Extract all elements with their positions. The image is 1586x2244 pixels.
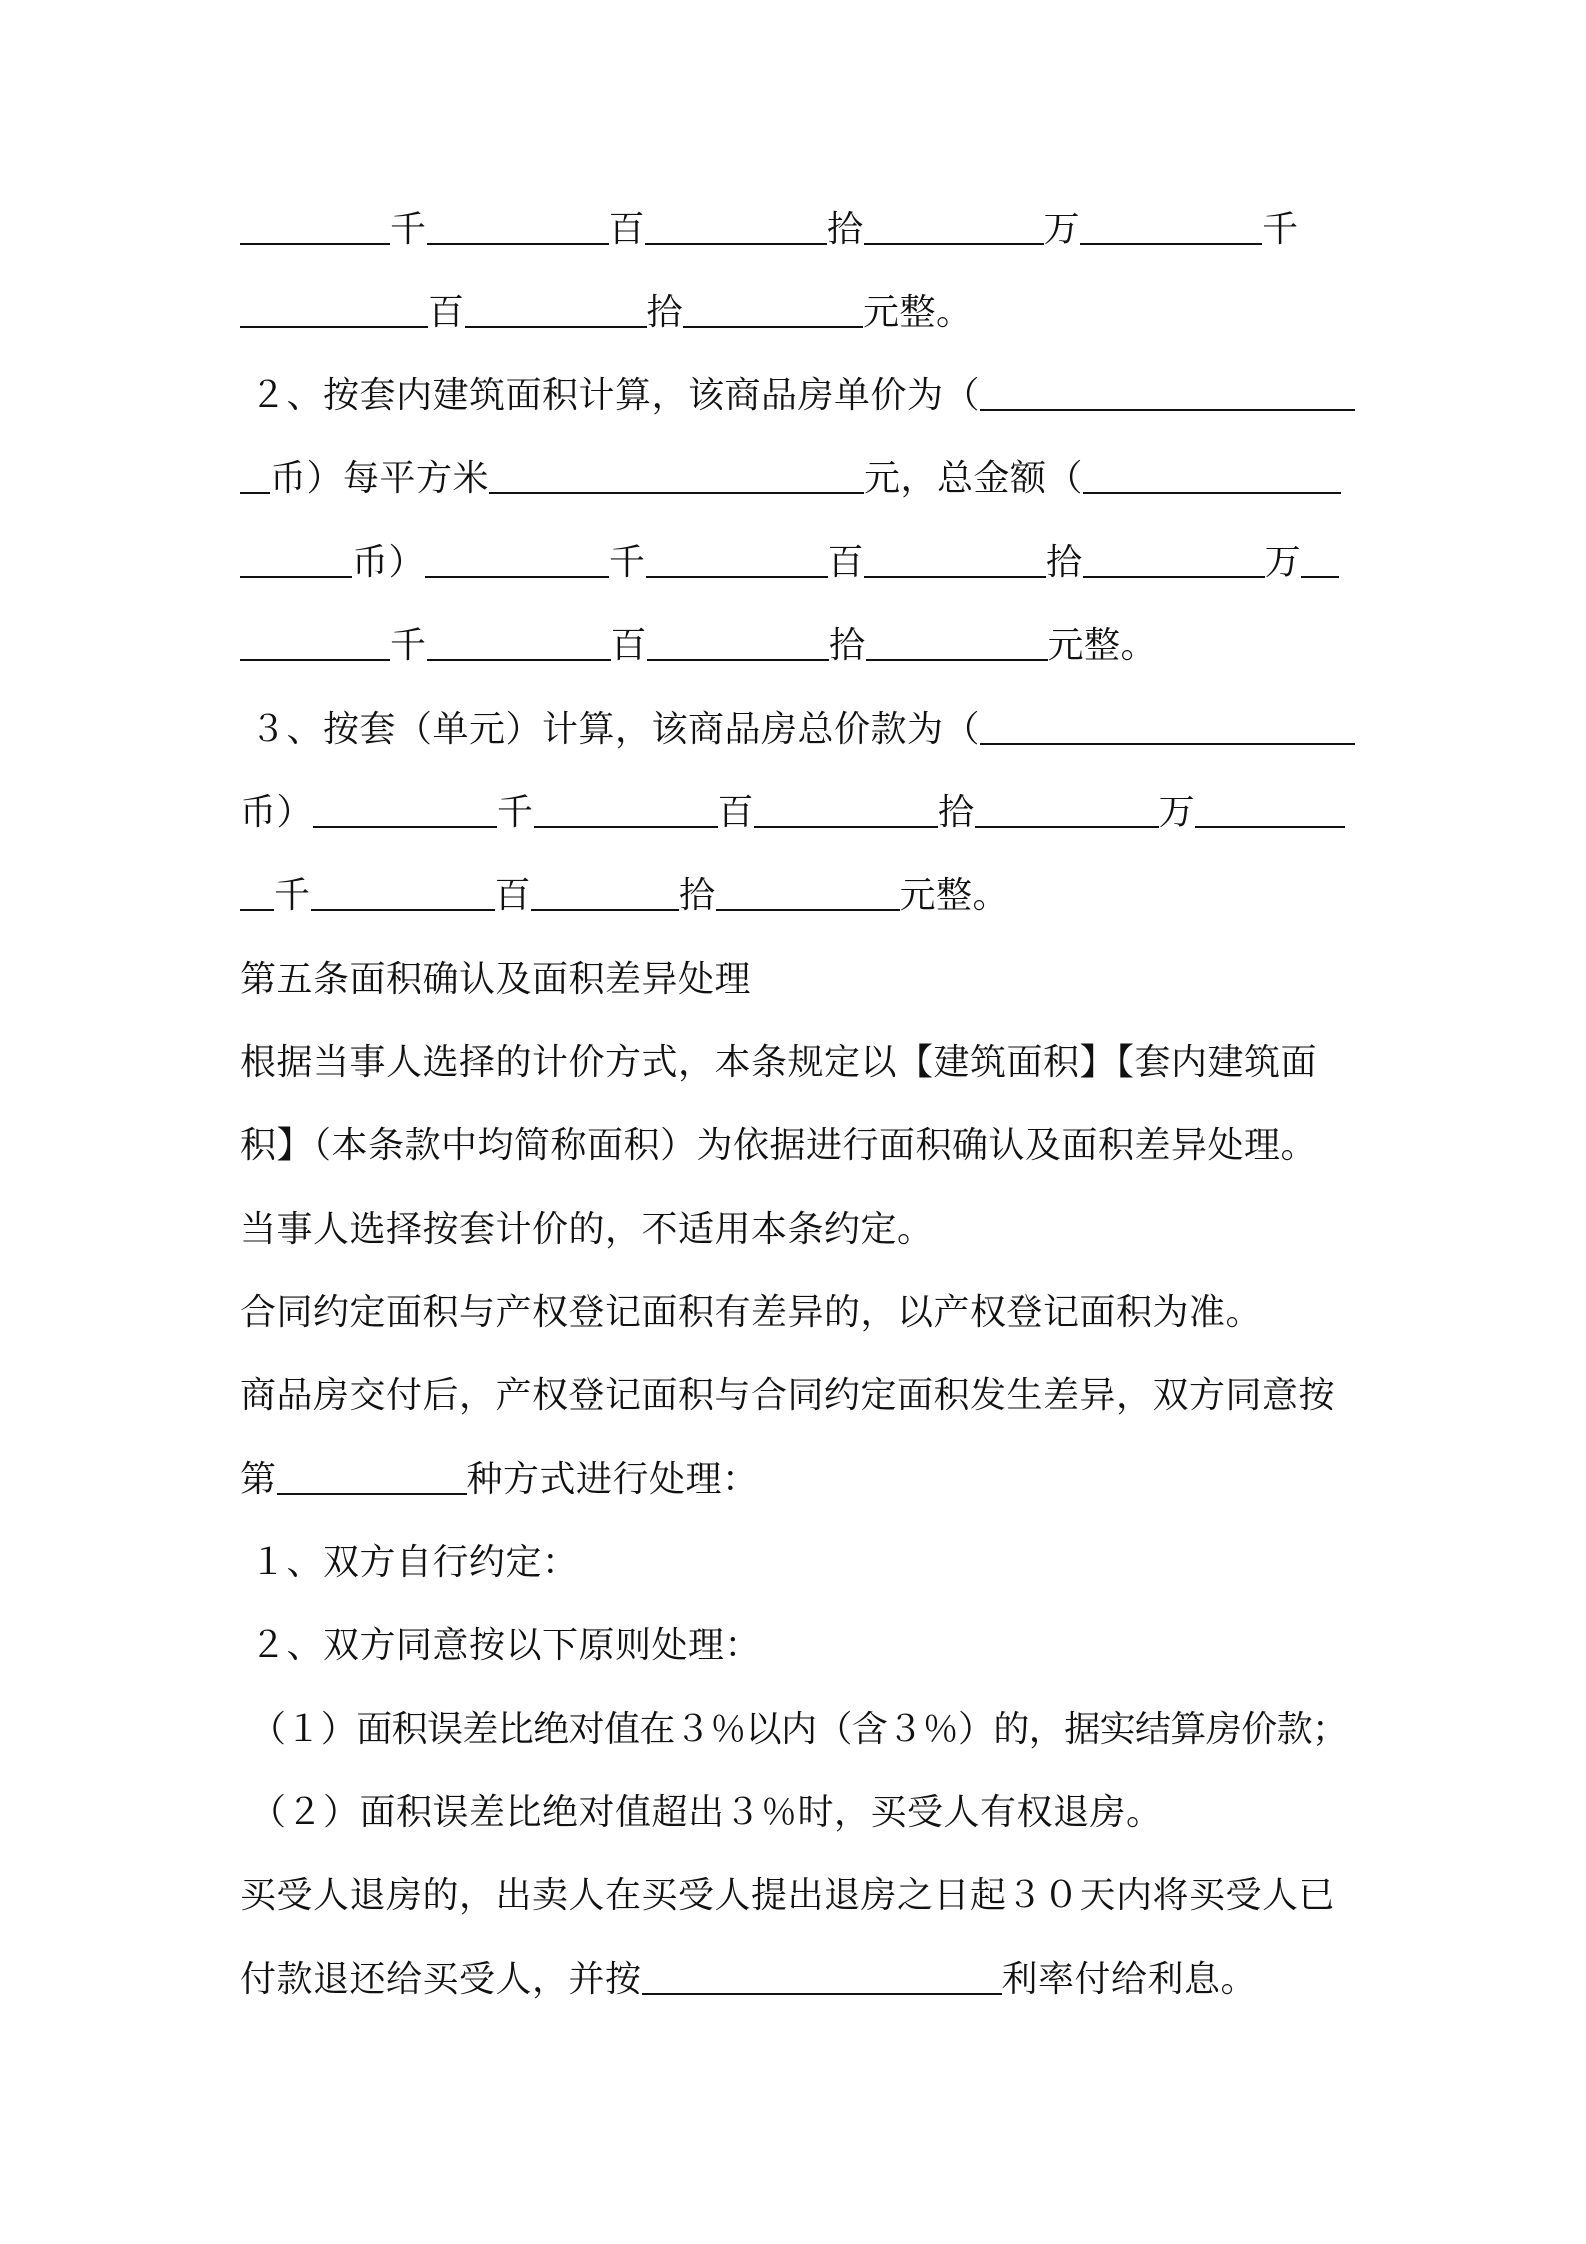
paragraph-text: 付款退还给买受人，并按 — [240, 1959, 642, 2000]
clause-2-heading — [240, 366, 1370, 426]
blank-field[interactable] — [240, 619, 390, 661]
blank-field[interactable] — [980, 369, 1355, 411]
blank-field[interactable] — [427, 203, 609, 245]
unit-label: 拾 — [829, 625, 866, 666]
option-text: ２、双方同意按以下原则处理： — [250, 1625, 762, 1666]
clause-2-line-2 — [240, 449, 1360, 509]
unit-label: 拾 — [679, 875, 716, 916]
blank-field[interactable] — [534, 786, 718, 828]
unit-label: 万 — [1158, 792, 1196, 833]
blank-field[interactable] — [864, 536, 1046, 578]
unit-label: 千 — [390, 625, 427, 666]
paragraph-text: 商品房交付后，产权登记面积与合同约定面积发生差异，双方同意按 — [240, 1375, 1336, 1416]
unit-label: 元整。 — [1047, 625, 1158, 666]
blank-field[interactable] — [1083, 536, 1265, 578]
blank-field[interactable] — [980, 703, 1355, 745]
unit-label: 千 — [609, 542, 646, 583]
paragraph-text: 买受人退房的，出卖人在买受人提出退房之日起３０天内将买受人已 — [240, 1875, 1336, 1916]
unit-label: 百 — [608, 209, 646, 250]
blank-field[interactable] — [645, 203, 827, 245]
clause-3-heading — [240, 700, 1370, 760]
price-amount-line-1 — [240, 200, 1360, 260]
option-text: １、双方自行约定： — [250, 1542, 579, 1583]
blank-field[interactable] — [642, 1953, 1002, 1995]
rule-text: （１）面积误差比绝对值在３％以内（含３％）的，据实结算房价款； — [250, 1709, 1348, 1750]
clause-3-line-3 — [240, 866, 1360, 926]
unit-label: 千 — [497, 792, 534, 833]
rule-item-2 — [240, 1783, 1370, 1843]
blank-field[interactable] — [489, 452, 864, 494]
paragraph-text: 积】（本条款中均简称面积）为依据进行面积确认及面积差异处理。 — [240, 1125, 1318, 1166]
paragraph-line — [240, 1033, 1360, 1093]
blank-field[interactable] — [277, 1453, 467, 1495]
blank-field[interactable] — [1301, 536, 1339, 578]
option-2 — [240, 1616, 1370, 1676]
blank-field[interactable] — [975, 786, 1159, 828]
article-5-title — [240, 950, 1360, 1010]
blank-field[interactable] — [425, 536, 609, 578]
paragraph-line — [240, 1283, 1360, 1343]
unit-label: 元整。 — [899, 875, 1010, 916]
blank-field[interactable] — [754, 786, 938, 828]
unit-label: 拾 — [827, 209, 864, 250]
blank-field[interactable] — [240, 869, 274, 911]
blank-field[interactable] — [866, 619, 1048, 661]
paragraph-text: 当事人选择按套计价的，不适用本条约定。 — [240, 1209, 934, 1250]
section-heading: 第五条面积确认及面积差异处理 — [240, 959, 752, 1000]
blank-field[interactable] — [716, 869, 900, 911]
unit-label: 万 — [1043, 209, 1081, 250]
clause-text: ２、按套内建筑面积计算，该商品房单价为（ — [250, 375, 981, 416]
unit-label: 币） — [352, 542, 426, 583]
blank-field[interactable] — [313, 786, 497, 828]
blank-field[interactable] — [646, 536, 828, 578]
price-amount-line-2 — [240, 283, 1360, 343]
unit-label: 万 — [1264, 542, 1302, 583]
unit-label: 百 — [494, 875, 532, 916]
unit-label: 拾 — [646, 292, 684, 333]
paragraph-text: 第 — [240, 1459, 277, 1500]
blank-field[interactable] — [864, 203, 1044, 245]
paragraph-line — [240, 1366, 1360, 1426]
blank-field[interactable] — [427, 619, 611, 661]
blank-field[interactable] — [1195, 786, 1345, 828]
paragraph-text: 合同约定面积与产权登记面积有差异的，以产权登记面积为准。 — [240, 1292, 1263, 1333]
option-1 — [240, 1533, 1370, 1593]
clause-text: ３、按套（单元）计算，该商品房总价款为（ — [250, 709, 981, 750]
paragraph-line — [240, 1450, 1360, 1510]
blank-field[interactable] — [240, 203, 390, 245]
unit-label: 百 — [717, 792, 755, 833]
paragraph-text: 利率付给利息。 — [1001, 1959, 1258, 2000]
clause-2-line-4 — [240, 616, 1360, 676]
unit-label: 千 — [1262, 209, 1299, 250]
clause-2-line-3 — [240, 533, 1360, 593]
paragraph-text: 根据当事人选择的计价方式，本条规定以【建筑面积】【套内建筑面 — [240, 1042, 1318, 1083]
unit-label: 百 — [827, 542, 865, 583]
unit-label: 拾 — [938, 792, 975, 833]
clause-text: 元，总金额（ — [864, 458, 1084, 499]
paragraph-line — [240, 1950, 1360, 2010]
clause-text: 币）每平方米 — [270, 458, 490, 499]
blank-field[interactable] — [240, 286, 428, 328]
clause-3-line-2 — [240, 783, 1360, 843]
unit-label: 千 — [390, 209, 427, 250]
unit-label: 百 — [428, 292, 465, 333]
blank-field[interactable] — [311, 869, 495, 911]
blank-field[interactable] — [1083, 452, 1341, 494]
paragraph-line — [240, 1200, 1360, 1260]
unit-label: 拾 — [1046, 542, 1083, 583]
blank-field[interactable] — [465, 286, 647, 328]
blank-field[interactable] — [240, 536, 352, 578]
unit-label: 币） — [240, 792, 314, 833]
rule-item-1 — [240, 1700, 1370, 1760]
blank-field[interactable] — [240, 452, 270, 494]
paragraph-text: 种方式进行处理： — [466, 1459, 759, 1500]
rule-text: （２）面积误差比绝对值超出３％时，买受人有权退房。 — [250, 1792, 1163, 1833]
paragraph-line — [240, 1866, 1360, 1926]
blank-field[interactable] — [683, 286, 863, 328]
unit-label: 元整。 — [863, 292, 973, 333]
blank-field[interactable] — [647, 619, 829, 661]
blank-field[interactable] — [531, 869, 679, 911]
paragraph-line — [240, 1116, 1360, 1176]
unit-label: 千 — [274, 875, 311, 916]
blank-field[interactable] — [1080, 203, 1262, 245]
unit-label: 百 — [610, 625, 648, 666]
